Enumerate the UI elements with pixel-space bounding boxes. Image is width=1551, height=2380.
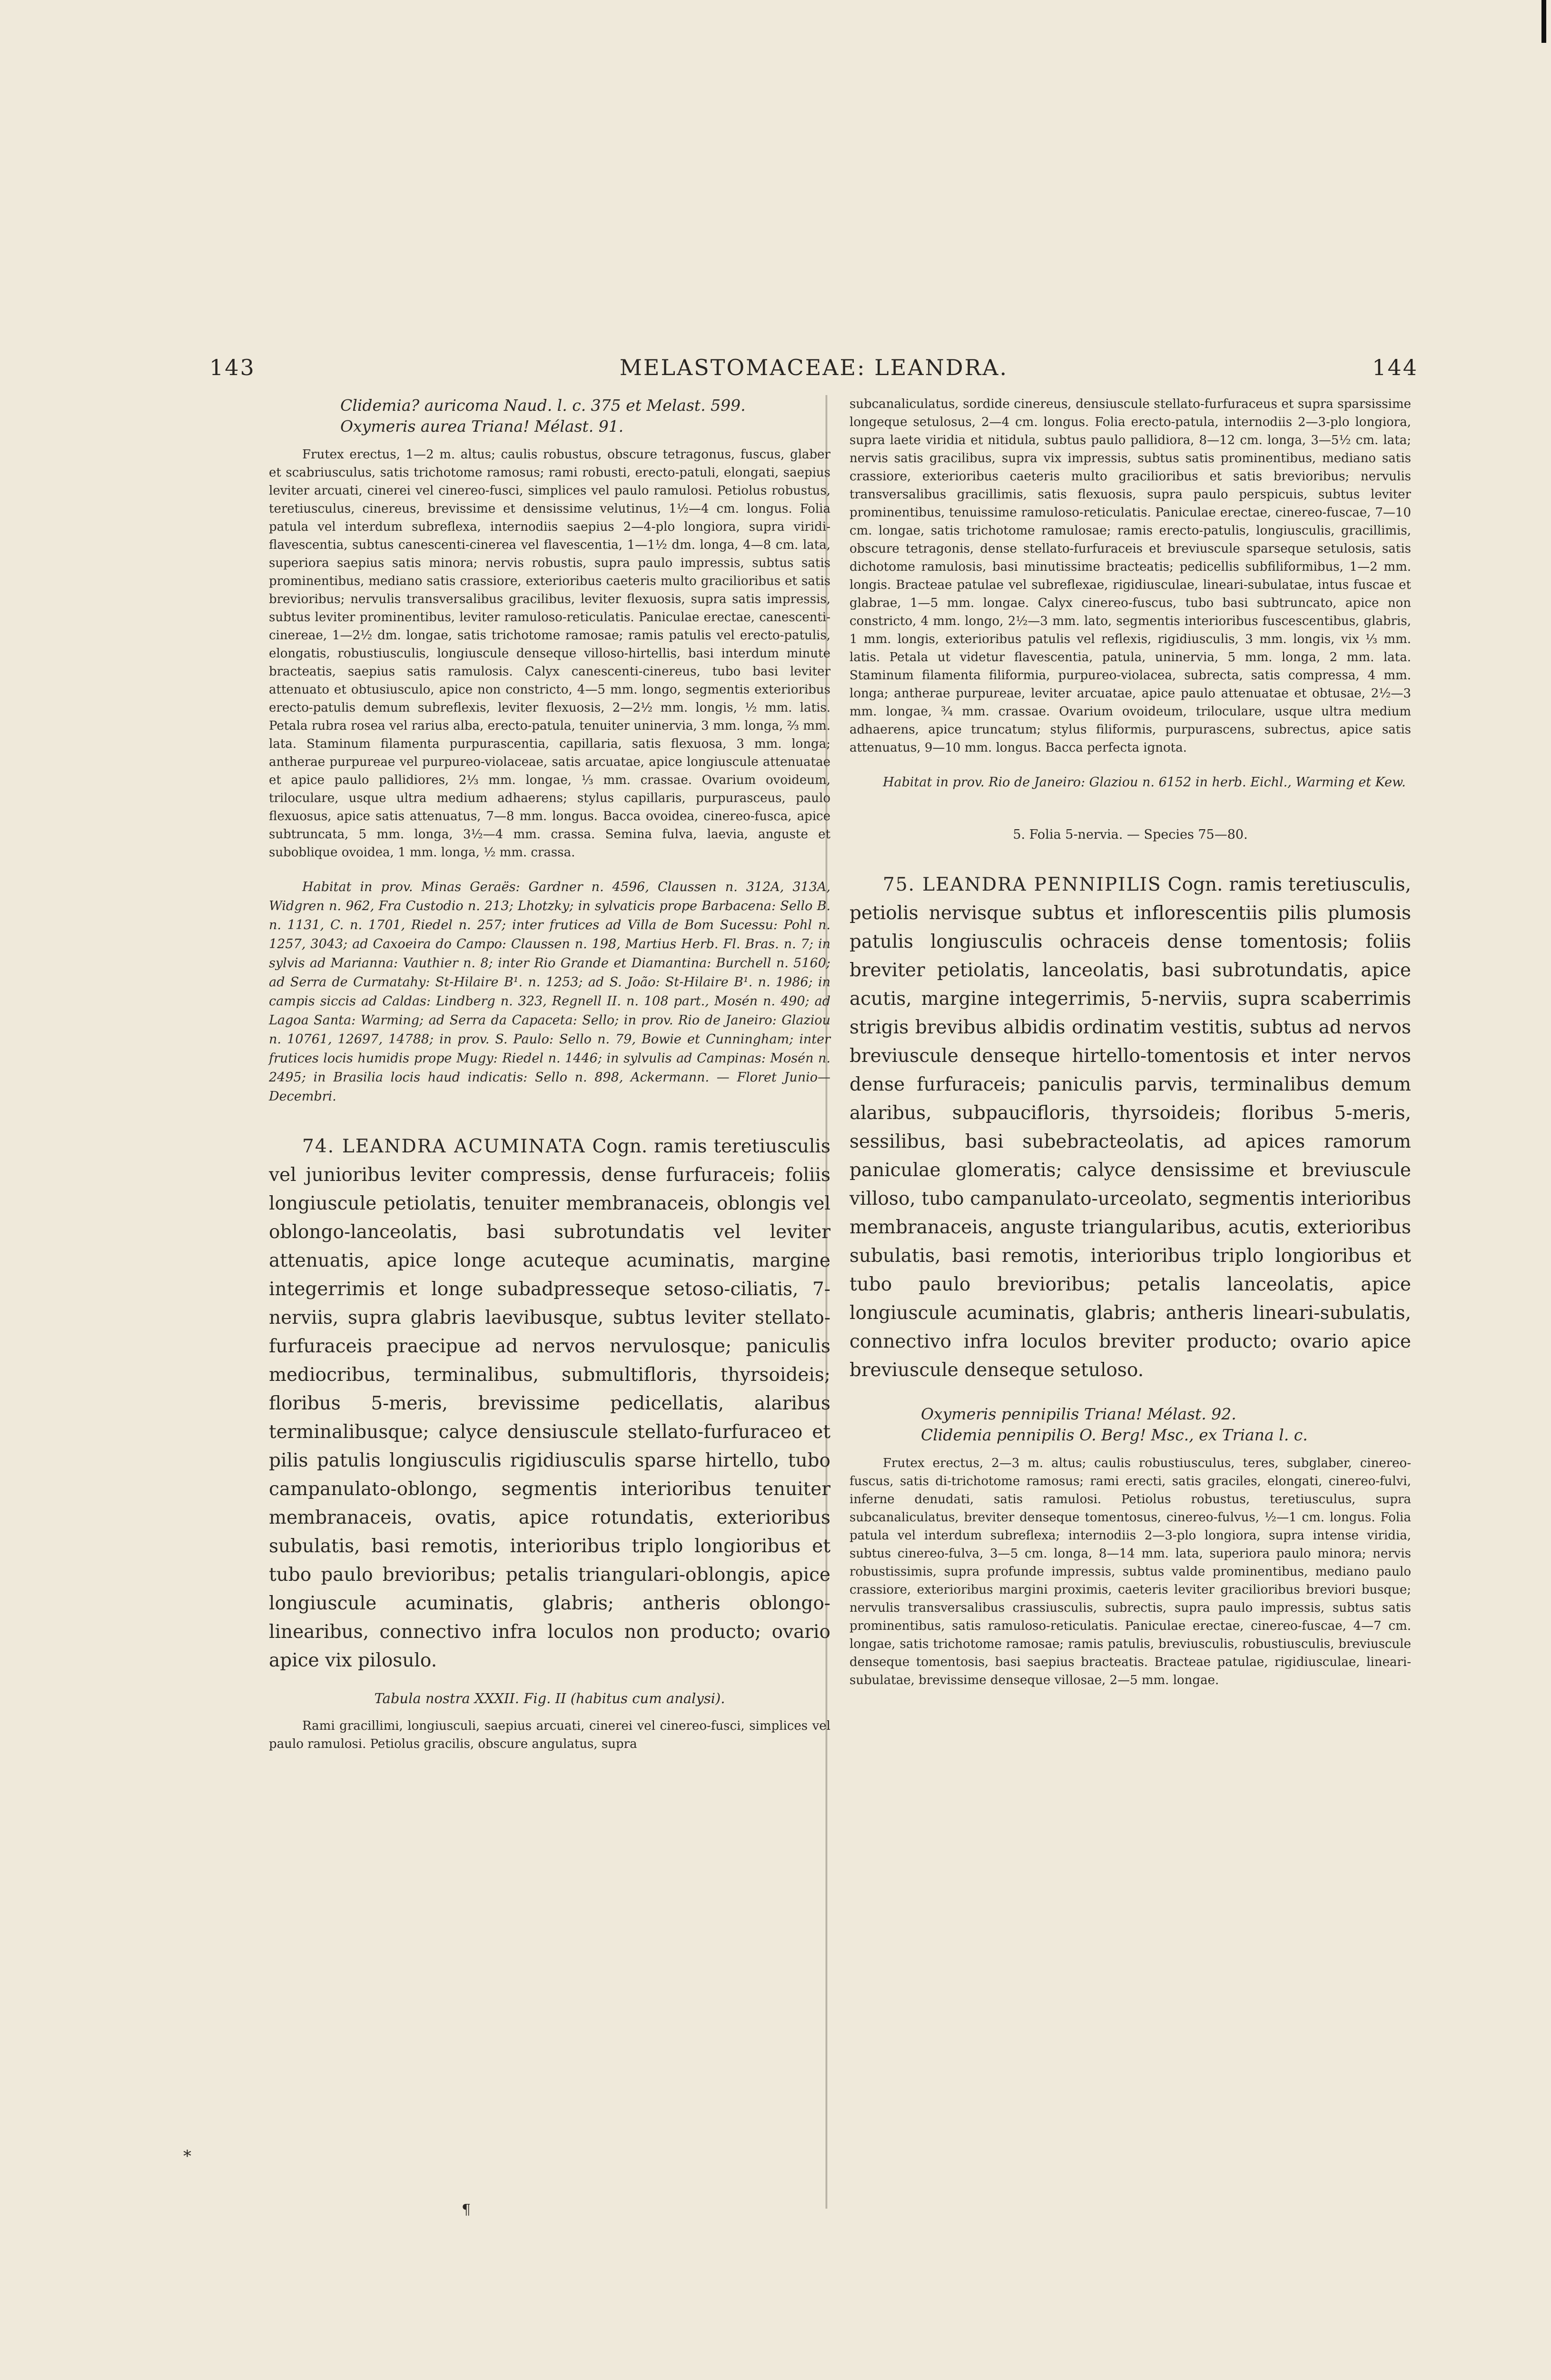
species-75-diagnosis (850, 871, 1411, 1385)
diagnosis-text: ramis teretiusculis, petiolis nervisque subtus et inflorescentiis pilis plumosis patulis longiusculis ochraceis dense tomentosis; foliis breviter petiolatis, lanceolatis, basi subrotundatis, apice acutis, margine integerrimis, 5-nerviis, supra scaberrimis strigis brevibus albidis ordinatim vestitis, subtus ad nervos breviuscule denseque hirtello-tomentosis et inter nervos dense furfuraceis; paniculis parvis, terminalibus demum alaribus, subpaucifloris, thyrsoideis; floribus 5-meris, sessilibus, basi subebracteolatis, ad apices ramorum paniculae glomeratis; calyce densissime et breviuscule villoso, tubo campanulato-urceolato, segmentis interioribus membranaceis, anguste triangularibus, acutis, exterioribus subulatis, basi remotis, interioribus triplo longioribus et tubo paulo brevioribus; petalis lanceolatis, apice longiuscule acuminatis, glabris; antheris lineari-subulatis, connectivo infra loculos breviter producto; ovario apice breviuscule denseque setuloso. (850, 874, 1411, 1381)
synonym: Oxymeris pennipilis Triana! Mélast. 92. (921, 1405, 1236, 1423)
synonym: Oxymeris aurea Triana! Mélast. 91. (340, 417, 624, 436)
species-author: Cogn. (1167, 874, 1223, 895)
margin-asterisk: * (183, 2147, 191, 2166)
species-74-diagnosis (269, 1132, 830, 1675)
left-column (269, 395, 830, 1753)
description-paragraph: Rami gracillimi, longiusculi, saepius arcuati, cinerei vel cinereo-fusci, simplices vel paulo ramulosi. Petiolus gracilis, obscure angulatus, supra (269, 1719, 830, 1751)
synonym: Clidemia pennipilis O. Berg! Msc., ex Triana l. c. (921, 1426, 1308, 1444)
species-heading: 74. LEANDRA ACUMINATA (302, 1136, 586, 1157)
page-edge-mark (1541, 0, 1546, 43)
running-header (209, 355, 1418, 383)
running-title: MELASTOMACEAE: LEANDRA. (619, 355, 1008, 380)
species-author: Cogn. (592, 1136, 648, 1157)
description-paragraph: Frutex erectus, 2—3 m. altus; caulis robustiusculus, teres, subglaber, cinereo-fuscus, satis di-trichotome ramosus; rami erecti, satis graciles, elongati, cinereo-fulvi, inferne denudati, satis ramulosi. Petiolus robustus, teretiusculus, supra subcanaliculatus, breviter denseque tomentosus, cinereo-fulvus, ½—1 cm. longus. Folia patula vel interdum subreflexa; internodiis 2—3-plo longiora, supra intense viridia, subtus cinereo-fulva, 3—5 cm. longa, 8—14 mm. lata, superiora paulo minora; nervis robustissimis, supra profunde impressis, subtus valde prominentibus, mediano paulo crassiore, exterioribus margini proximis, caeteris leviter gracilioribus breviori busque; nervulis transversalibus crassiusculis, subrectis, supra paulo impressis, subtus satis prominentibus, satis ramuloso-reticulatis. Paniculae erectae, cinereo-fuscae, 4—7 cm. longae, satis trichotome ramosae; ramis patulis, breviusculis, robustiusculis, breviuscule denseque tomentosis, basi saepius bracteatis. Bracteae patulae, rigidiusculae, lineari-subulatae, brevissime denseque villosae, 2—5 mm. longae. (850, 1456, 1411, 1687)
plate-reference: Tabula nostra XXXII. Fig. II (habitus cum analysi). (374, 1690, 725, 1706)
habitat-paragraph: Habitat in prov. Minas Geraës: Gardner n. 4596, Claussen n. 312A, 313A, Widgren n. 962, Fra Custodio n. 213; Lhotzky; in sylvaticis prope Barbacena: Sello B. n. 1131, C. n. 1701, Riedel n. 257; inter frutices ad Villa de Bom Sucessu: Pohl n. 1257, 3043; ad Caxoeira do Campo: Claussen n. 198, Martius Herb. Fl. Bras. n. 7; in sylvis ad Marianna: Vauthier n. 8; inter Rio Grande et Diamantina: Burchell n. 5160; ad Serra de Curmatahy: St-Hilaire B¹. n. 1253; ad S. João: St-Hilaire B¹. n. 1986; in campis siccis ad Caldas: Lindberg n. 323, Regnell II. n. 108 part., Mosén n. 490; ad Lagoa Santa: Warming; ad Serra da Capaceta: Sello; in prov. Rio de Janeiro: Glaziou n. 10761, 12697, 14788; in prov. S. Paulo: Sello n. 79, Bowie et Cunningham; inter frutices locis humidis prope Mugy: Riedel n. 1446; in sylvulis ad Campinas: Mosén n. 2495; in Brasilia locis haud indicatis: Sello n. 898, Ackermann. — Floret Junio—Decembri. (269, 880, 830, 1104)
synonyms-block (921, 1404, 1411, 1446)
synonyms-block (340, 395, 830, 437)
species-heading: 75. LEANDRA PENNIPILIS (883, 874, 1162, 895)
right-column (850, 395, 1411, 1689)
habitat-paragraph: Habitat in prov. Rio de Janeiro: Glaziou n. 6152 in herb. Eichl., Warming et Kew. (883, 775, 1406, 790)
description-paragraph: Frutex erectus, 1—2 m. altus; caulis robustus, obscure tetragonus, fuscus, glaber et scabriusculus, satis trichotome ramosus; rami robusti, erecto-patuli, elongati, saepius leviter arcuati, cinerei vel cinereo-fusci, simplices vel paulo ramulosi. Petiolus robustus, teretiusculus, cinereus, brevissime et densissime velutinus, 1½—4 cm. longus. Folia patula vel interdum subreflexa, internodiis saepius 2—4-plo longiora, supra viridi-flavescentia, subtus canescenti-cinerea vel flavescentia, 1—1½ dm. longa, 4—8 cm. lata, superiora saepius satis minora; nervis robustis, supra paulo impressis, subtus satis prominentibus, mediano satis crassiore, exterioribus caeteris multo gracilioribus et satis brevioribus; nervulis transversalibus gracilibus, leviter flexuosis, supra satis impressis, subtus leviter prominentibus, leviter ramuloso-reticulatis. Paniculae erectae, canescenti-cinereae, 1—2½ dm. longae, satis trichotome ramosae; ramis patulis vel erecto-patulis, elongatis, robustiusculis, longiuscule denseque villoso-hirtellis, basi interdum minute bracteatis, saepius satis ramulosis. Calyx canescenti-cinereus, tubo basi leviter attenuato et obtusiusculo, apice non constricto, 4—5 mm. longo, segmentis exterioribus erecto-patulis demum subreflexis, leviter flexuosis, 2—2½ mm. longis, ½ mm. latis. Petala rubra rosea vel rarius alba, erecto-patula, tenuiter uninervia, 3 mm. longa, ⅔ mm. lata. Staminum filamenta purpurascentia, capillaria, satis flexuosa, 3 mm. longa; antherae purpureae vel purpureo-violaceae, satis arcuatae, apice longiuscule attenuatae et apice paulo pallidiores, 2⅓ mm. longae, ⅓ mm. crassae. Ovarium ovoideum, triloculare, usque ultra medium adhaerens; stylus capillaris, purpurasceus, paulo flexuosus, apice satis attenuatus, 7—8 mm. longus. Bacca ovoidea, cinereo-fusca, apice subtruncata, 5 mm. longa, 3½—4 mm. crassa. Semina fulva, laevia, anguste et suboblique ovoidea, 1 mm. longa, ½ mm. crassa. (269, 447, 830, 860)
diagnosis-text: ramis teretiusculis vel junioribus leviter compressis, dense furfuraceis; foliis longiuscule petiolatis, tenuiter membranaceis, oblongis vel oblongo-lanceolatis, basi subrotundatis vel leviter attenuatis, apice longe acuteque acuminatis, margine integerrimis et longe subadpresseque setoso-ciliatis, 7-nerviis, supra glabris laevibusque, subtus leviter stellato-furfuraceis praecipue ad nervos nervulosque; paniculis mediocribus, terminalibus, submultifloris, thyrsoideis; floribus 5-meris, brevissime pedicellatis, alaribus terminalibusque; calyce densiuscule stellato-furfuraceo et pilis patulis longiusculis rigidiusculis sparse hirtello, tubo campanulato-oblongo, segmentis interioribus tenuiter membranaceis, ovatis, apice rotundatis, exterioribus subulatis, basi remotis, interioribus triplo longioribus et tubo paulo brevioribus; petalis triangulari-oblongis, apice longiuscule acuminatis, glabris; antheris oblongo-linearibus, connectivo infra loculos non producto; ovario apice vix pilosulo. (269, 1136, 831, 1671)
bottom-mark: ¶ (462, 2202, 471, 2218)
page-number-left: 143 (209, 355, 256, 380)
synonym: Clidemia? auricoma Naud. l. c. 375 et Melast. 599. (340, 396, 746, 415)
page-number-right: 144 (1372, 355, 1418, 380)
section-heading: 5. Folia 5-nervia. — Species 75—80. (1013, 827, 1248, 842)
description-continuation: subcanaliculatus, sordide cinereus, densiuscule stellato-furfuraceus et supra sparsissime longeque setulosus, 2—4 cm. longus. Folia erecto-patula, internodiis 2—3-plo longiora, supra laete viridia et nitidula, subtus paulo pallidiora, 8—12 cm. longa, 3—5½ cm. lata; nervis satis gracilibus, supra vix impressis, subtus satis prominentibus, mediano satis crassiore, exterioribus caeteris multo gracilioribus et satis brevioribus; nervulis transversalibus gracillimis, satis flexuosis, supra paulo perspicuis, subtus leviter prominentibus, tenuissime ramuloso-reticulatis. Paniculae erectae, cinereo-fuscae, 7—10 cm. longae, satis trichotome ramulosae; ramis erecto-patulis, longiusculis, gracillimis, obscure tetragonis, dense stellato-furfuraceis et breviuscule sparseque setulosis, satis dichotome ramulosis, basi minutissime bracteatis; pedicellis subfiliformibus, 1—2 mm. longis. Bracteae patulae vel subreflexae, rigidiusculae, lineari-subulatae, intus fuscae et glabrae, 1—5 mm. longae. Calyx cinereo-fuscus, tubo basi subtruncato, apice non constricto, 4 mm. longo, 2½—3 mm. lato, segmentis interioribus fuscescentibus, glabris, 1 mm. longis, exterioribus patulis vel reflexis, rigidiusculis, 3 mm. longis, vix ⅓ mm. latis. Petala ut videtur flavescentia, patula, uninervia, 5 mm. longa, 2 mm. lata. Staminum filamenta filiformia, purpureo-violacea, subrecta, satis compressa, 4 mm. longa; antherae purpureae, leviter arcuatae, apice paulo attenuatae et obtusae, 2½—3 mm. longae, ¾ mm. crassae. Ovarium ovoideum, triloculare, usque ultra medium adhaerens, apice truncatum; stylus filiformis, purpurascens, subrectus, apice satis attenuatus, 9—10 mm. longus. Bacca perfecta ignota. (850, 397, 1411, 755)
